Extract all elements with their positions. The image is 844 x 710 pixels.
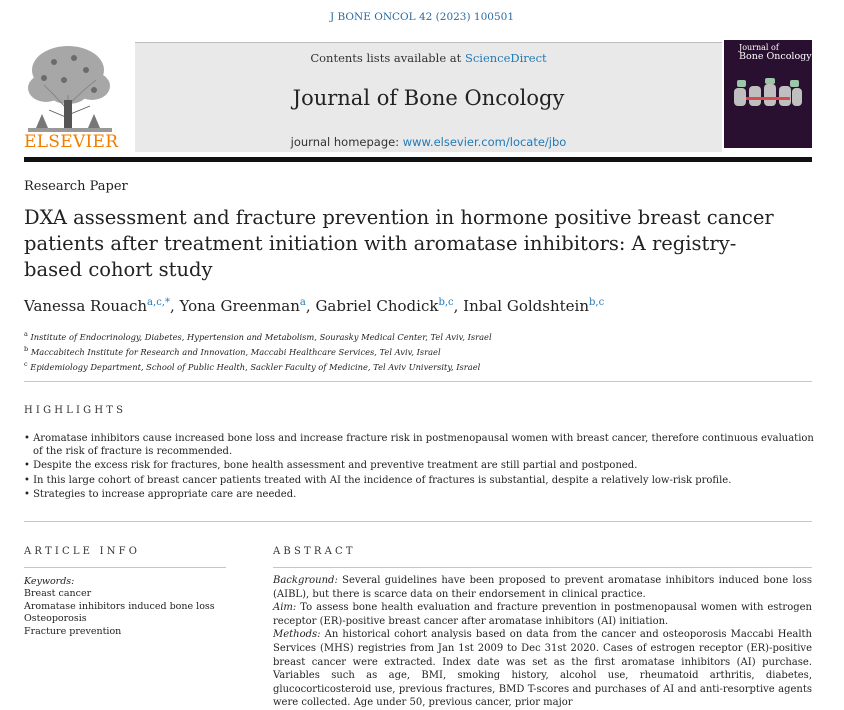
- keyword-list: [24, 588, 215, 638]
- section-divider: [24, 521, 812, 522]
- cover-title-line2: Bone Oncology: [739, 51, 812, 62]
- highlight-item: • Despite the excess risk for fractures, bone health assessment and preventive treatment are still partial and postponed.: [24, 459, 814, 472]
- abstract-label: Methods:: [273, 629, 321, 641]
- highlights-heading: HIGHLIGHTS: [24, 405, 127, 416]
- author-affiliation-marker[interactable]: b,c: [438, 297, 454, 308]
- affiliation: [24, 328, 492, 343]
- article-info-heading: ARTICLE INFO: [24, 546, 141, 557]
- cover-title: [739, 43, 812, 61]
- sciencedirect-link[interactable]: ScienceDirect: [464, 51, 547, 65]
- affiliation-key: a: [24, 330, 28, 338]
- journal-banner: [135, 42, 722, 152]
- vertebrae-icon: [732, 76, 804, 116]
- article-info-rule: [24, 567, 226, 568]
- affiliation: [24, 358, 492, 373]
- abstract-aim: [273, 601, 812, 628]
- keyword-item[interactable]: Fracture prevention: [24, 625, 122, 637]
- abstract-label: Aim:: [273, 602, 297, 614]
- publisher-name: ELSEVIER: [24, 132, 119, 152]
- author-affiliation-marker[interactable]: b,c: [589, 297, 605, 308]
- paper-title: DXA assessment and fracture prevention in hormone positive breast cancer patients after treatment initiation with aromatase inhibitors: A registry-based cohort study: [24, 206, 774, 281]
- keyword-item[interactable]: Aromatase inhibitors induced bone loss: [24, 600, 215, 612]
- highlight-item: • Strategies to increase appropriate care are needed.: [24, 488, 814, 501]
- author-separator: ,: [169, 297, 180, 315]
- affiliation-text: Institute of Endocrinology, Diabetes, Hypertension and Metabolism, Sourasky Medical Center, Tel Aviv, Israel: [30, 331, 492, 342]
- highlights-list: [24, 432, 814, 502]
- author[interactable]: Vanessa Rouach: [24, 297, 148, 315]
- paper-type: Research Paper: [24, 179, 128, 194]
- homepage-line: [135, 135, 722, 149]
- abstract-text: Several guidelines have been proposed to prevent aromatase inhibitors induced bone loss (AIBL), but there is scarce data on their endorsement in clinical practice.: [273, 575, 812, 600]
- abstract-background: [273, 574, 812, 601]
- abstract-rule: [273, 567, 812, 568]
- author-list: [24, 297, 604, 315]
- affiliation-key: b: [24, 344, 29, 353]
- contents-line: [135, 51, 722, 65]
- highlight-item: • In this large cohort of breast cancer patients treated with AI the incidence of fractures is substantial, despite a relatively low-risk profile.: [24, 474, 814, 487]
- keywords-label: Keywords:: [24, 576, 75, 587]
- running-head: J BONE ONCOL 42 (2023) 100501: [329, 11, 515, 23]
- section-divider: [24, 381, 812, 382]
- abstract-text: To assess bone health evaluation and fracture prevention in postmenopausal women with estrogen receptor (ER)-positive breast cancer after aromatase inhibitors (AI) initiation.: [273, 602, 812, 627]
- journal-header: [24, 40, 812, 152]
- author-affiliation-marker[interactable]: a: [299, 297, 306, 308]
- abstract-heading: ABSTRACT: [273, 546, 356, 557]
- keyword-item[interactable]: Osteoporosis: [24, 613, 87, 624]
- author[interactable]: Yona Greenman: [179, 297, 300, 315]
- journal-cover[interactable]: [724, 40, 812, 148]
- affiliation-key: c: [24, 359, 28, 368]
- affiliation: [24, 343, 492, 358]
- affiliation-list: [24, 328, 492, 372]
- author-affiliation-marker[interactable]: a,c,*: [147, 297, 170, 308]
- contents-prefix: Contents lists available at: [310, 51, 465, 65]
- header-rule: [24, 157, 812, 162]
- abstract-methods: [273, 628, 812, 710]
- homepage-link[interactable]: www.elsevier.com/locate/jbo: [402, 135, 567, 149]
- elsevier-logo[interactable]: [24, 40, 119, 152]
- keyword-item[interactable]: Breast cancer: [24, 588, 92, 599]
- abstract-text: An historical cohort analysis based on data from the cancer and osteoporosis Maccabi Health Services (MHS) registries from Jan 1st 2009 to Dec 31st 2020. Cases of estrogen receptor (ER)-positive breast cancer were extracted. Index date was set as the first aromatase inhibitors (AI) purchase. Variables such as age, BMI, smoking history, alcohol use, rheumatoid arthritis, diabetes, glucocorticosteroid use, previous fractures, BMD T-scores and purchases of AI and anti-resorptive agents were collected. Age under 50, previous cancer, prior major: [273, 629, 812, 709]
- abstract-body: [273, 574, 812, 710]
- author-separator: ,: [305, 297, 316, 315]
- author[interactable]: Inbal Goldshtein: [463, 297, 590, 315]
- author-separator: ,: [453, 297, 464, 315]
- homepage-prefix: journal homepage:: [290, 135, 403, 149]
- cover-title-line1: Journal of: [739, 43, 779, 52]
- author[interactable]: Gabriel Chodick: [315, 297, 439, 315]
- affiliation-text: Epidemiology Department, School of Public Health, Sackler Faculty of Medicine, Tel Aviv University, Israel: [30, 361, 481, 372]
- affiliation-text: Maccabitech Institute for Research and Innovation, Maccabi Healthcare Services, Tel Aviv, Israel: [30, 346, 441, 357]
- highlight-item: • Aromatase inhibitors cause increased bone loss and increase fracture risk in postmenopausal women with breast cancer, therefore continuous evaluation of the risk of fracture is recommended.: [24, 432, 814, 458]
- journal-title: Journal of Bone Oncology: [292, 86, 565, 110]
- abstract-label: Background:: [273, 575, 338, 586]
